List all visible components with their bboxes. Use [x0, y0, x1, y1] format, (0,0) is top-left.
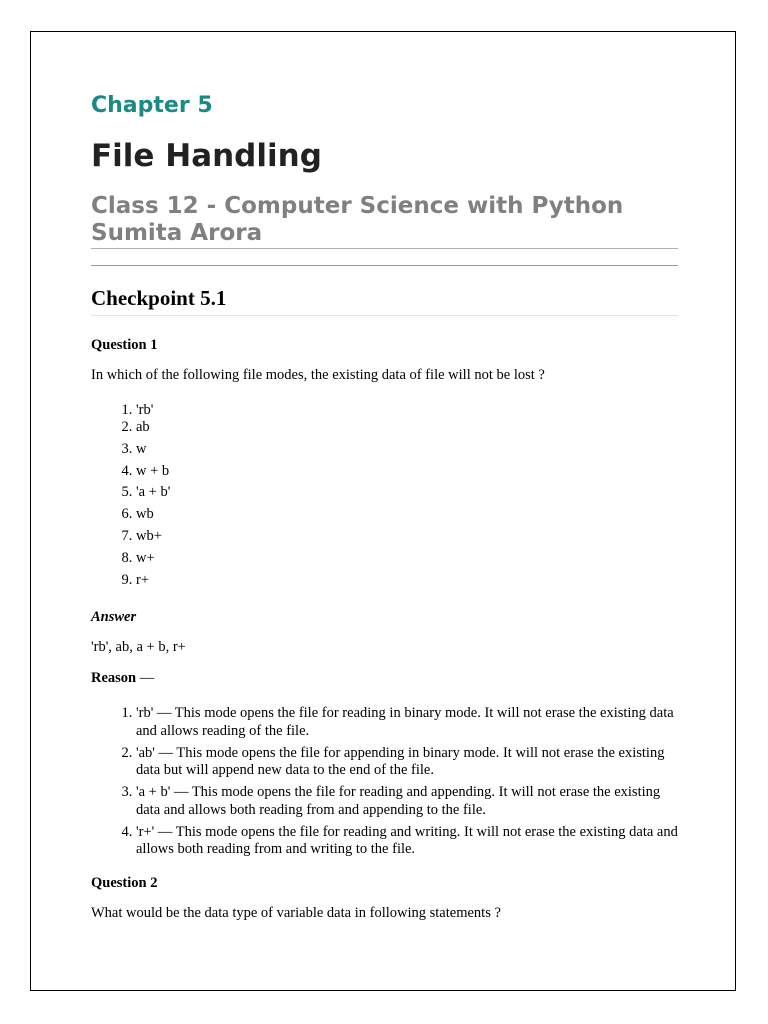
page [30, 31, 736, 991]
list-item: 5. 'a + b' [136, 484, 678, 501]
chapter-label: Chapter 5 [91, 93, 213, 118]
subtitle-line-1: Class 12 - Computer Science with Python [91, 193, 624, 219]
subtitle-line-2: Sumita Arora [91, 220, 263, 246]
page-subtitle [91, 193, 678, 249]
page-title: File Handling [91, 138, 322, 174]
list-item: 4. 'r+' — This mode opens the file for reading and writing. It will not erase the existing data and allows both reading from and writing to the file. [136, 824, 678, 859]
reason-label: Reason [91, 670, 137, 686]
header-divider [91, 265, 678, 266]
list-item: 1. 'rb' [136, 402, 678, 419]
question-2-text: What would be the data type of variable data in following statements ? [91, 905, 501, 921]
answer-text: 'rb', ab, a + b, r+ [91, 639, 186, 655]
answer-label: Answer [91, 609, 137, 625]
list-item: 4. w + b [136, 463, 678, 480]
question-1-label: Question 1 [91, 337, 158, 353]
section-heading: Checkpoint 5.1 [91, 284, 678, 316]
list-item: 3. w [136, 441, 678, 458]
reason-dash: — [136, 670, 155, 686]
question-1-text: In which of the following file modes, the existing data of file will not be lost ? [91, 367, 545, 383]
list-item: 6. wb [136, 506, 678, 523]
list-item: 2. ab [136, 419, 678, 436]
list-item: 3. 'a + b' — This mode opens the file for reading and appending. It will not erase the existing data and allows both reading from and appending to the file. [136, 784, 678, 819]
list-item: 7. wb+ [136, 528, 678, 545]
list-item: 2. 'ab' — This mode opens the file for appending in binary mode. It will not erase the existing data but will append new data to the end of the file. [136, 745, 678, 780]
reasons-list [91, 705, 678, 863]
list-item: 9. r+ [136, 572, 678, 589]
question-2-label: Question 2 [91, 875, 158, 891]
reason-heading [91, 669, 154, 687]
list-item: 1. 'rb' — This mode opens the file for reading in binary mode. It will not erase the existing data and allows reading of the file. [136, 705, 678, 740]
list-item: 8. w+ [136, 550, 678, 567]
question-1-options [91, 402, 678, 593]
